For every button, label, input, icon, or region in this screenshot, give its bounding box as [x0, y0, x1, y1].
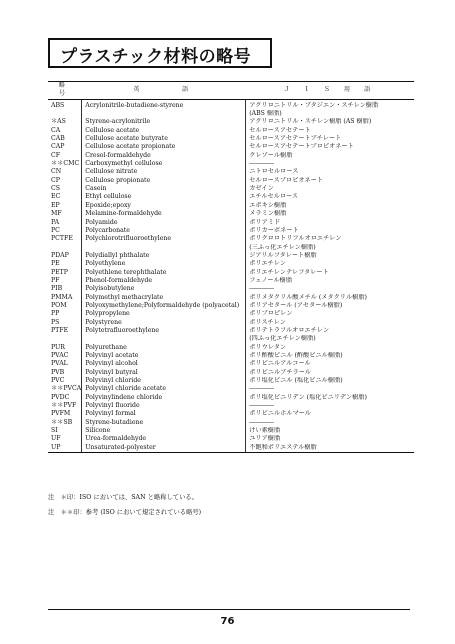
jis-term-cell: フェノール樹脂 [249, 276, 293, 284]
abbreviation-cell: CN [48, 168, 82, 176]
abbreviation-cell: UF [48, 435, 82, 443]
english-name-cell: Polyurethane [82, 344, 246, 352]
table-row [48, 99, 414, 110]
english-name-cell: Polypropylene [82, 310, 246, 318]
abbreviation-cell: CAB [48, 135, 82, 143]
table-row [48, 369, 414, 377]
english-name-cell: Styrene-butadiene [82, 419, 246, 427]
abbreviation-cell: PTFE [48, 327, 82, 335]
english-name-cell: Casein [82, 185, 246, 193]
table-row [48, 335, 414, 343]
abbreviation-cell: EP [48, 202, 82, 210]
table-row [48, 277, 414, 285]
english-name-cell: Polyvinyl formal [82, 410, 246, 418]
abbreviation-cell: ＊AS [48, 118, 82, 126]
page-number: 76 [220, 616, 235, 627]
abbreviation-cell: ＊＊SB [48, 419, 82, 427]
jis-term-cell: アクリロニトリル・スチレン樹脂 (AS 樹脂) [249, 118, 372, 126]
abbreviation-cell: ABS [48, 99, 82, 110]
table-row [48, 135, 414, 143]
abbreviation-cell: PF [48, 277, 82, 285]
footnotes [48, 490, 201, 520]
table-row [48, 419, 414, 427]
jis-term-cell: ポリスチレン [249, 318, 286, 326]
jis-term-cell: ポリアセタール (アセタール樹脂) [249, 301, 343, 309]
table-row [48, 269, 414, 277]
table-row [48, 193, 414, 201]
table-row [48, 227, 414, 235]
jis-term-cell: セルロースアセテートプロピオネート [249, 143, 354, 151]
table-row [48, 110, 414, 118]
abbreviation-cell: ＊＊PVCA [48, 385, 82, 393]
title-box [48, 38, 272, 68]
jis-term-cell: ジアリルフタレート樹脂 [249, 251, 317, 259]
table-row [48, 444, 414, 453]
abbreviation-cell: PVDC [48, 394, 82, 402]
english-name-cell: Polymethyl methacrylate [82, 294, 246, 302]
jis-term-cell: ポリテトラフルオロエチレン [249, 326, 330, 334]
abbreviation-cell: PVAC [48, 352, 82, 360]
english-name-cell: Cellulose acetate butyrate [82, 135, 246, 143]
abbreviation-cell: PVB [48, 369, 82, 377]
english-name-cell: Melamine-formaldehyde [82, 210, 246, 218]
abbreviation-cell: CA [48, 127, 82, 135]
english-name-cell: Cellulose acetate [82, 127, 246, 135]
abbreviation-cell: MF [48, 210, 82, 218]
jis-term-cell: ポリ酢酸ビニル (酢酸ビニル樹脂) [249, 352, 343, 359]
english-name-cell: Polyethlene terephthalate [82, 269, 246, 277]
english-name-cell: Unsaturated-polyester [82, 444, 246, 453]
table-row [48, 327, 414, 335]
jis-term-cell: ポリクロロトリフルオロエチレン [249, 235, 342, 243]
abbreviation-cell: PIB [48, 285, 82, 293]
table-row [48, 143, 414, 151]
table-row [48, 252, 414, 260]
english-name-cell: Styrene-acrylonitrile [82, 118, 246, 126]
jis-term-cell: ポリエチレンテレフタレート [249, 268, 329, 276]
jis-term-cell: けい素樹脂 [249, 427, 281, 435]
header-english: 英 語 [82, 82, 246, 100]
jis-term-cell: ポリカーボネート [249, 226, 299, 234]
abbreviation-cell: PUR [48, 344, 82, 352]
jis-term-cell: ニトロセルロース [249, 168, 299, 176]
english-name-cell: Ethyl cellulose [82, 193, 246, 201]
table-row [48, 160, 414, 168]
jis-term-cell: ―――― [249, 160, 274, 168]
table-row [48, 152, 414, 160]
english-name-cell: Polyvinyl chloride acetate [82, 385, 246, 393]
table-row [48, 260, 414, 268]
abbreviation-cell: PDAP [48, 252, 82, 260]
table-row [48, 294, 414, 302]
table-row [48, 127, 414, 135]
english-name-cell: Polystyrene [82, 319, 246, 327]
table-row [48, 219, 414, 227]
jis-term-cell: セルロースアセテート [249, 126, 311, 134]
abbreviation-cell: PP [48, 310, 82, 318]
footer-rule [48, 609, 410, 610]
jis-term-cell: ―――― [249, 385, 274, 393]
english-name-cell: Polyvinyl chloride [82, 377, 246, 385]
jis-term-cell: ポリ塩化ビニリデン (塩化ビニリデン樹脂) [249, 393, 367, 401]
table-row [48, 427, 414, 435]
jis-term-cell: ポリビニルホルマール [249, 410, 311, 418]
jis-term-cell: クレゾール樹脂 [249, 151, 293, 159]
table-row [48, 185, 414, 193]
english-name-cell: Cresol-formaldehyde [82, 152, 246, 160]
jis-term-cell: エポキシ樹脂 [249, 201, 287, 209]
abbreviation-cell: ＊＊CMC [48, 160, 82, 168]
english-name-cell: Cellulose propionate [82, 177, 246, 185]
table-row [48, 210, 414, 218]
table-row [48, 302, 414, 310]
jis-term-cell: (ABS 樹脂) [249, 110, 282, 118]
table-row [48, 310, 414, 318]
english-name-cell: Polyoxymethylene;Polyformaldehyde (polyacetal) [82, 302, 246, 310]
jis-term-cell: 不飽和ポリエステル樹脂 [246, 444, 414, 453]
abbreviation-cell: ＊＊PVF [48, 402, 82, 410]
english-name-cell: Cellulose acetate propionate [82, 143, 246, 151]
abbreviation-cell: PA [48, 219, 82, 227]
english-name-cell: Polyvinylindene chloride [82, 394, 246, 402]
abbreviation-cell: PVC [48, 377, 82, 385]
header-jis-term: Ｊ Ｉ Ｓ 用 語 [246, 82, 414, 100]
english-name-cell: Polycarbonate [82, 227, 246, 235]
table-row [48, 385, 414, 393]
table-row [48, 177, 414, 185]
abbreviation-cell: SI [48, 427, 82, 435]
table-row [48, 360, 414, 368]
jis-term-cell: メラミン樹脂 [249, 210, 287, 218]
abbreviation-cell: PMMA [48, 294, 82, 302]
english-name-cell: Silicone [82, 427, 246, 435]
jis-term-cell: (四ふっ化エチレン樹脂) [249, 335, 316, 343]
abbreviation-cell: PCTFE [48, 235, 82, 243]
english-name-cell: Polyvinyl butyral [82, 369, 246, 377]
english-name-cell: Urea-formaldehyde [82, 435, 246, 443]
table-row [48, 377, 414, 385]
abbreviation-cell [48, 335, 82, 343]
jis-term-cell: ポリビニルブチラール [249, 368, 311, 376]
jis-term-cell: エチルセルロース [249, 193, 299, 201]
jis-term-cell: カゼイン [249, 185, 274, 193]
table-header-row [48, 82, 414, 100]
abbreviation-cell: PETP [48, 269, 82, 277]
jis-term-cell: ポリエチレン [249, 260, 286, 268]
abbreviation-cell [48, 110, 82, 118]
jis-term-cell: アクリロニトリル・ブタジエン・スチレン樹脂 [249, 101, 379, 109]
abbreviation-cell: PE [48, 260, 82, 268]
english-name-cell: Phenol-formaldehyde [82, 277, 246, 285]
table-body [48, 99, 414, 452]
abbreviation-cell: CP [48, 177, 82, 185]
table-row [48, 285, 414, 293]
jis-term-cell: ポリプロピレン [249, 310, 293, 318]
footnote-reference: 注 ＊＊印：参考 (ISO において規定されている略号) [48, 509, 202, 516]
table-row [48, 352, 414, 360]
english-name-cell: Polyethylene [82, 260, 246, 268]
english-name-cell: Polyvinyl acetate [82, 352, 246, 360]
table-row [48, 344, 414, 352]
english-name-cell: Polyvinyl alcohol [82, 360, 246, 368]
abbreviation-cell [48, 244, 82, 252]
english-name-cell [82, 244, 246, 252]
abbreviation-cell: PC [48, 227, 82, 235]
english-name-cell: Polyamide [82, 219, 246, 227]
english-name-cell: Polytetrafluoroethylene [82, 327, 246, 335]
table-row [48, 244, 414, 252]
abbreviation-cell: UP [48, 444, 82, 453]
page-title: プラスチック材料の略号 [60, 47, 252, 67]
abbreviation-cell: PVFM [48, 410, 82, 418]
table-row [48, 319, 414, 327]
jis-term-cell: ポリ塩化ビニル (塩化ビニル樹脂) [249, 377, 343, 385]
jis-term-cell: ―――― [249, 418, 274, 426]
jis-term-cell: ―――― [249, 402, 274, 410]
english-name-cell [82, 335, 246, 343]
abbreviation-cell: PVAL [48, 360, 82, 368]
jis-term-cell: ポリアミド [249, 218, 281, 226]
abbreviation-table [48, 81, 414, 453]
jis-term-cell: セルロースプロピオネート [249, 176, 324, 184]
abbreviation-cell: CAP [48, 143, 82, 151]
table-row [48, 394, 414, 402]
jis-term-cell: ポリメタクリル酸メチル (メタクリル樹脂) [249, 293, 367, 301]
abbreviation-cell: POM [48, 302, 82, 310]
english-name-cell: Cellulose nitrate [82, 168, 246, 176]
table-row [48, 402, 414, 410]
table-row [48, 168, 414, 176]
table-row [48, 235, 414, 243]
english-name-cell: Polydiallyl phthalate [82, 252, 246, 260]
english-name-cell: Carboxymethyl cellulose [82, 160, 246, 168]
footnote-as: 注 ＊印：ISO においては、SAN と略称している。 [48, 494, 198, 501]
abbreviation-cell: CS [48, 185, 82, 193]
jis-term-cell: ポリウレタン [249, 343, 287, 351]
abbreviation-cell: CF [48, 152, 82, 160]
jis-term-cell: ユリア樹脂 [249, 435, 281, 443]
jis-term-cell: ポリビニルアルコール [249, 360, 311, 368]
english-name-cell: Polyisobutylene [82, 285, 246, 293]
jis-term-cell: セルロースアセテートブチレート [249, 135, 342, 143]
english-name-cell: Epoxide;epoxy [82, 202, 246, 210]
english-name-cell: Acrylonitrile-butadiene-styrene [82, 99, 246, 110]
english-name-cell [82, 110, 246, 118]
table-row [48, 435, 414, 443]
table-row [48, 118, 414, 126]
abbreviation-cell: PS [48, 319, 82, 327]
table-row [48, 202, 414, 210]
abbreviation-cell: EC [48, 193, 82, 201]
table-row [48, 410, 414, 418]
english-name-cell: Polychlorotrifluoroethylene [82, 235, 246, 243]
jis-term-cell: (三ふっ化エチレン樹脂) [249, 243, 316, 251]
jis-term-cell: ―――― [249, 285, 274, 293]
english-name-cell: Polyvinyl fluoride [82, 402, 246, 410]
header-abbreviation: 略 号 [48, 82, 82, 100]
